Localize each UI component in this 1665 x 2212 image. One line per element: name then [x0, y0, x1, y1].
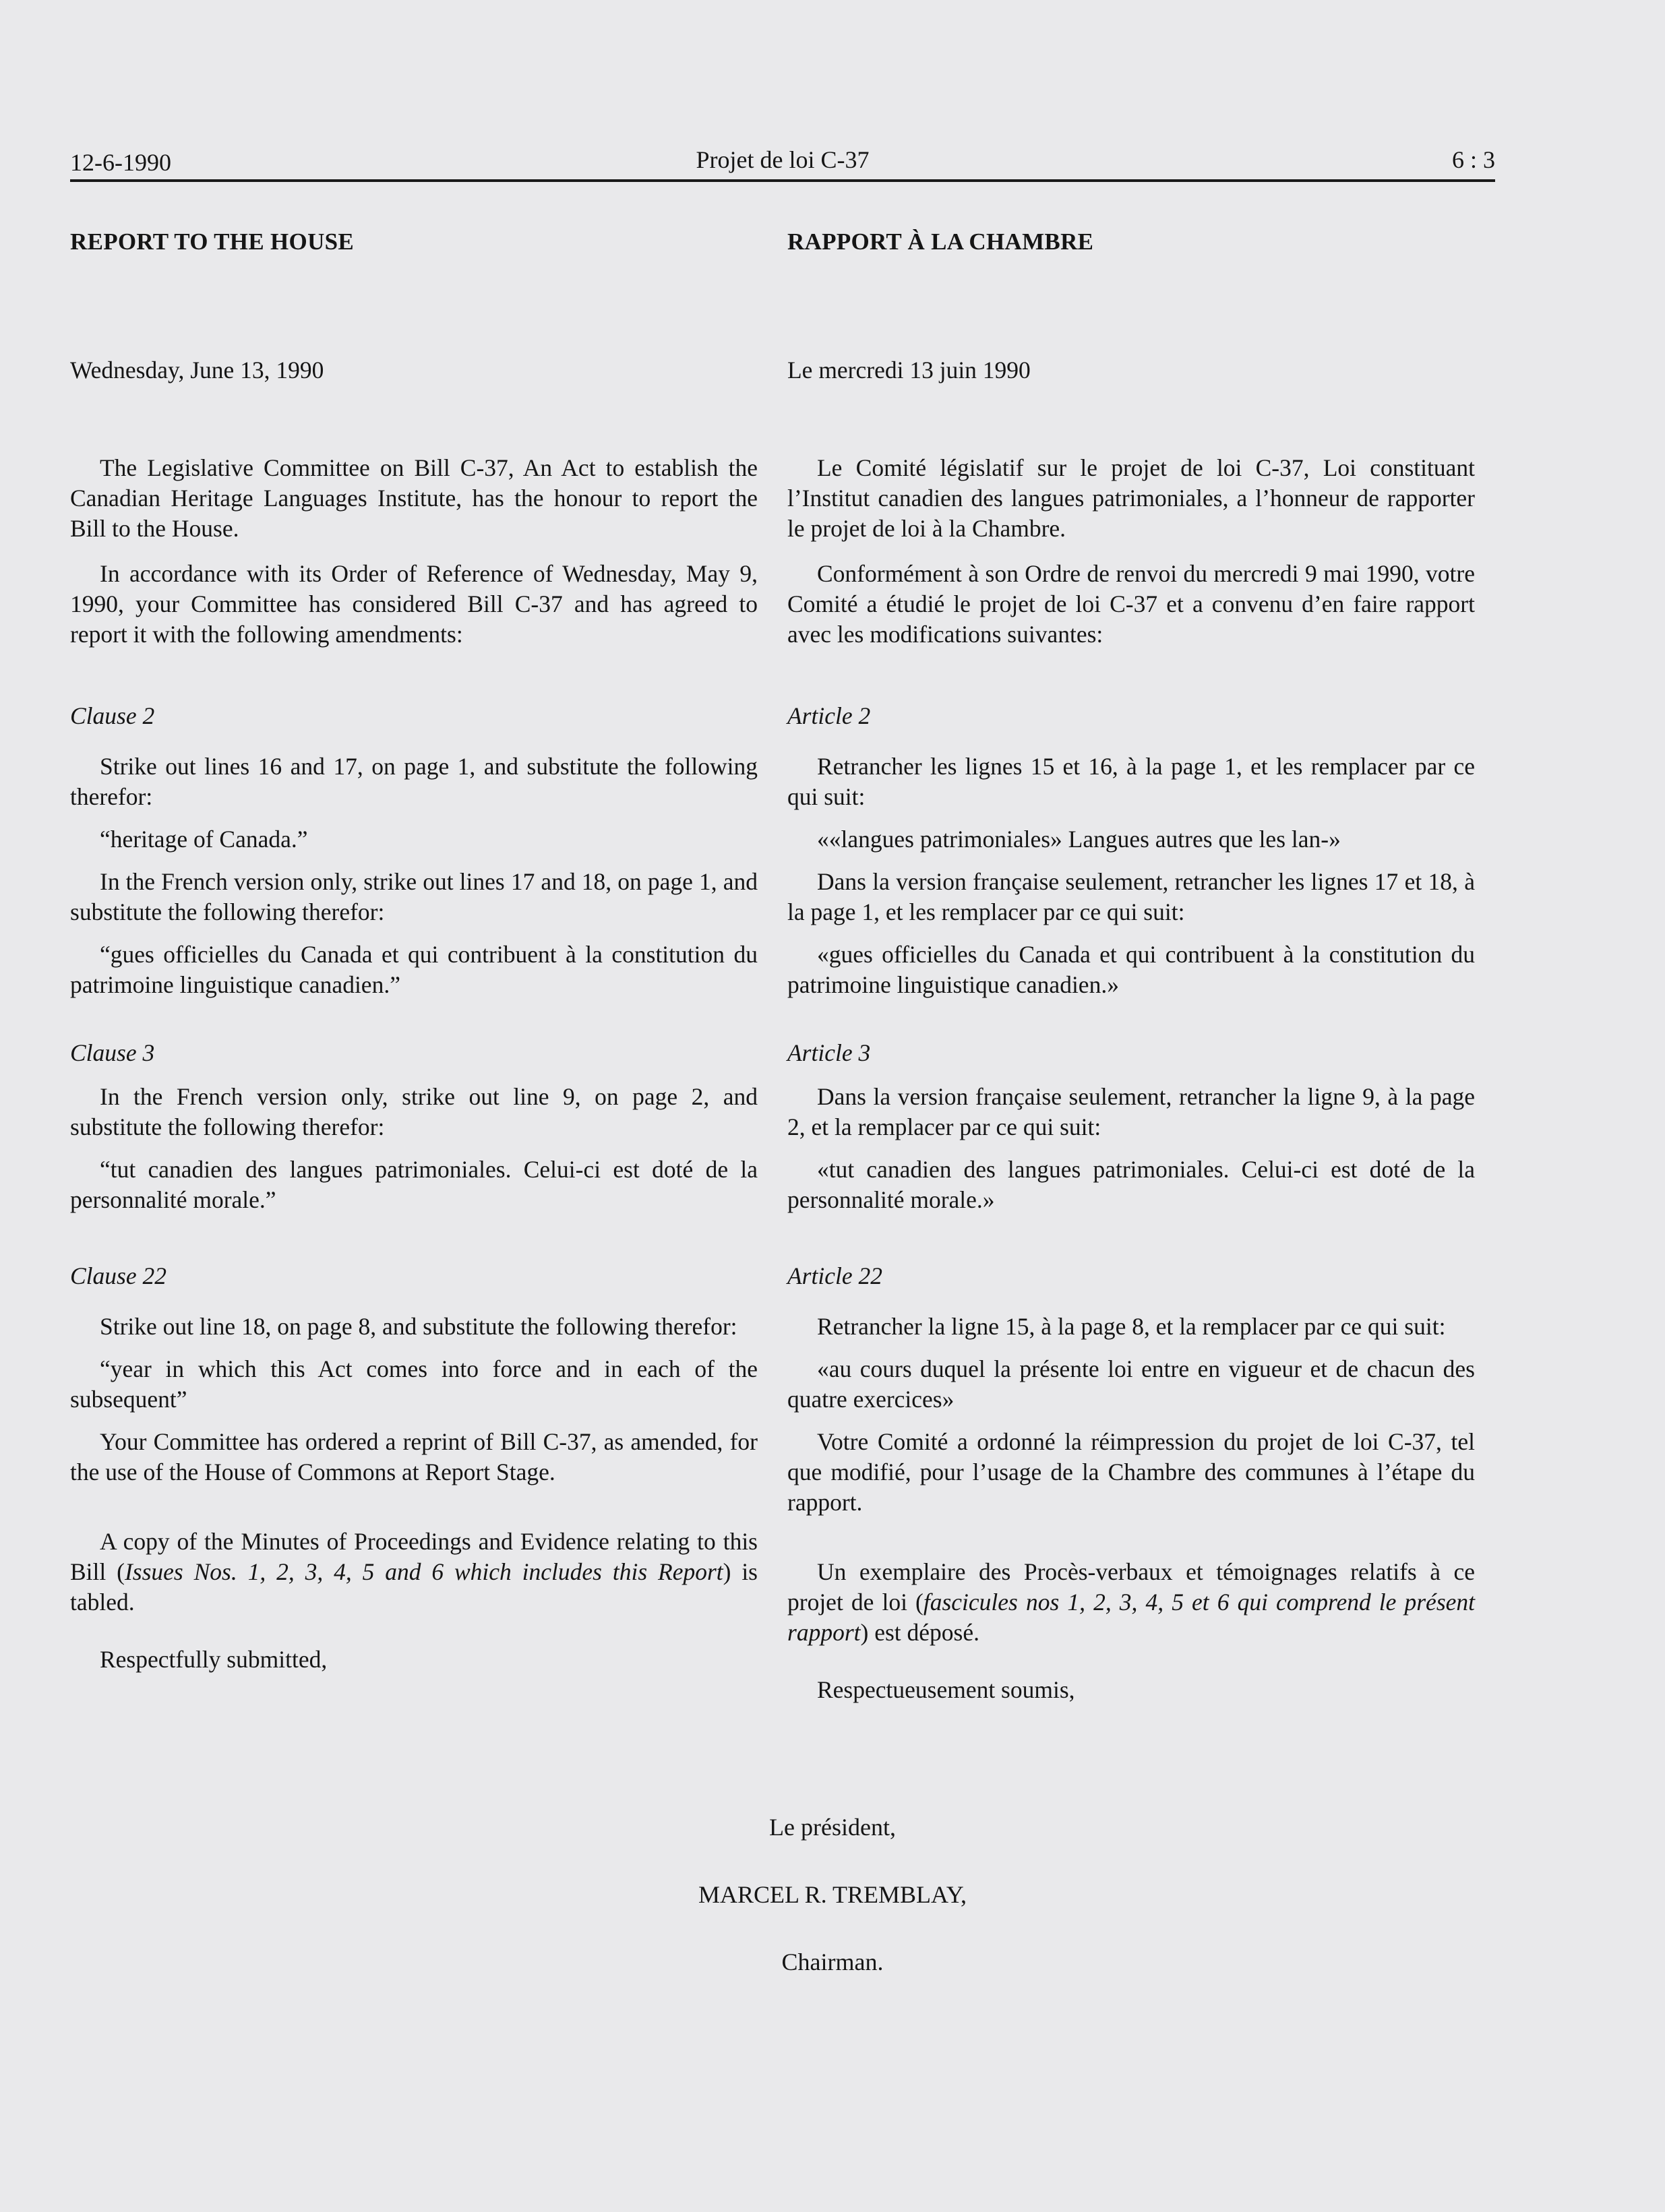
french-article-2-title: Article 2	[787, 702, 871, 729]
english-order: In accordance with its Order of Reference of Wednesday, May 9, 1990, your Committee has considered Bill C-37 and has agreed to report it with the following amendments:	[70, 560, 758, 648]
english-heading: REPORT TO THE HOUSE	[70, 228, 355, 255]
english-clause-22-p1: Strike out line 18, on page 8, and substitute the following therefor:	[100, 1313, 737, 1340]
french-article-2-p1: Retrancher les lignes 15 et 16, à la page 1, et les remplacer par ce qui suit:	[787, 753, 1475, 810]
signature-title-en: Chairman.	[781, 1948, 884, 1975]
header-date: 12-6-1990	[70, 149, 171, 176]
french-copy: Un exemplaire des Procès-verbaux et témoignages relatifs à ce projet de loi (fascicules nos 1, 2, 3, 4, 5 et 6 qui comprend le présent rapport) est déposé.	[787, 1558, 1475, 1646]
english-clause-3-q1: “tut canadien des langues patrimoniales. Celui-ci est doté de la personnalité morale.”	[70, 1156, 758, 1213]
english-clause-22-title: Clause 22	[70, 1262, 166, 1289]
english-clause-2-q1: “heritage of Canada.”	[100, 826, 308, 853]
french-heading: RAPPORT À LA CHAMBRE	[787, 228, 1094, 255]
french-closing: Respectueusement soumis,	[817, 1676, 1075, 1703]
header-title: Projet de loi C-37	[696, 146, 870, 173]
french-article-2-p2: Dans la version française seulement, retrancher les lignes 17 et 18, à la page 1, et les remplacer par ce qui suit:	[787, 868, 1475, 925]
signature-title-fr: Le président,	[769, 1814, 896, 1841]
french-article-22-p1: Retrancher la ligne 15, à la page 8, et la remplacer par ce qui suit:	[817, 1313, 1446, 1340]
english-date: Wednesday, June 13, 1990	[70, 357, 324, 383]
english-clause-3-p1: In the French version only, strike out line 9, on page 2, and substitute the following therefor:	[70, 1083, 758, 1140]
french-article-2-q1: ««langues patrimoniales» Langues autres que les lan-»	[817, 826, 1341, 853]
english-clause-22-q1: “year in which this Act comes into force and in each of the subsequent”	[70, 1355, 758, 1413]
running-header	[70, 142, 1495, 182]
french-date: Le mercredi 13 juin 1990	[787, 357, 1031, 383]
french-article-3-p1: Dans la version française seulement, retrancher la ligne 9, à la page 2, et la remplacer par ce qui suit:	[787, 1083, 1475, 1140]
english-copy: A copy of the Minutes of Proceedings and Evidence relating to this Bill (Issues Nos. 1, 2, 3, 4, 5 and 6 which includes this Report) is tabled.	[70, 1528, 758, 1616]
french-column	[787, 222, 1475, 1705]
french-order: Conformément à son Ordre de renvoi du mercredi 9 mai 1990, votre Comité a étudié le projet de loi C-37 et a convenu d’en faire rapport avec les modifications suivantes:	[787, 560, 1475, 648]
english-reprint: Your Committee has ordered a reprint of Bill C-37, as amended, for the use of the House of Commons at Report Stage.	[70, 1428, 758, 1485]
french-article-3-title: Article 3	[787, 1039, 871, 1066]
header-rule	[70, 179, 1495, 182]
header-page-number: 6 : 3	[1451, 146, 1495, 173]
english-clause-2-p2: In the French version only, strike out lines 17 and 18, on page 1, and substitute the following therefor:	[70, 868, 758, 925]
french-article-2-q2: «gues officielles du Canada et qui contribuent à la constitution du patrimoine linguistique canadien.»	[787, 941, 1475, 998]
english-column	[70, 222, 758, 1675]
french-intro: Le Comité législatif sur le projet de loi C-37, Loi constituant l’Institut canadien des langues patrimoniales, a l’honneur de rapporter le projet de loi à la Chambre.	[787, 454, 1475, 542]
signature-name: MARCEL R. TREMBLAY,	[698, 1881, 967, 1908]
english-clause-3-title: Clause 3	[70, 1039, 155, 1066]
english-clause-2-p1: Strike out lines 16 and 17, on page 1, and substitute the following therefor:	[70, 753, 758, 810]
french-article-22-title: Article 22	[787, 1262, 882, 1289]
french-article-3-q1: «tut canadien des langues patrimoniales. Celui-ci est doté de la personnalité morale.»	[787, 1156, 1475, 1213]
english-closing: Respectfully submitted,	[100, 1646, 328, 1673]
french-reprint: Votre Comité a ordonné la réimpression du projet de loi C-37, tel que modifié, pour l’usage de la Chambre des communes à l’étape du rapport.	[787, 1428, 1475, 1516]
french-article-22-q1: «au cours duquel la présente loi entre en vigueur et de chacun des quatre exercices»	[787, 1355, 1475, 1413]
english-clause-2-q2: “gues officielles du Canada et qui contribuent à la constitution du patrimoine linguistique canadien.”	[70, 941, 758, 998]
english-intro: The Legislative Committee on Bill C-37, An Act to establish the Canadian Heritage Languages Institute, has the honour to report the Bill to the House.	[70, 454, 758, 542]
english-clause-2-title: Clause 2	[70, 702, 155, 729]
